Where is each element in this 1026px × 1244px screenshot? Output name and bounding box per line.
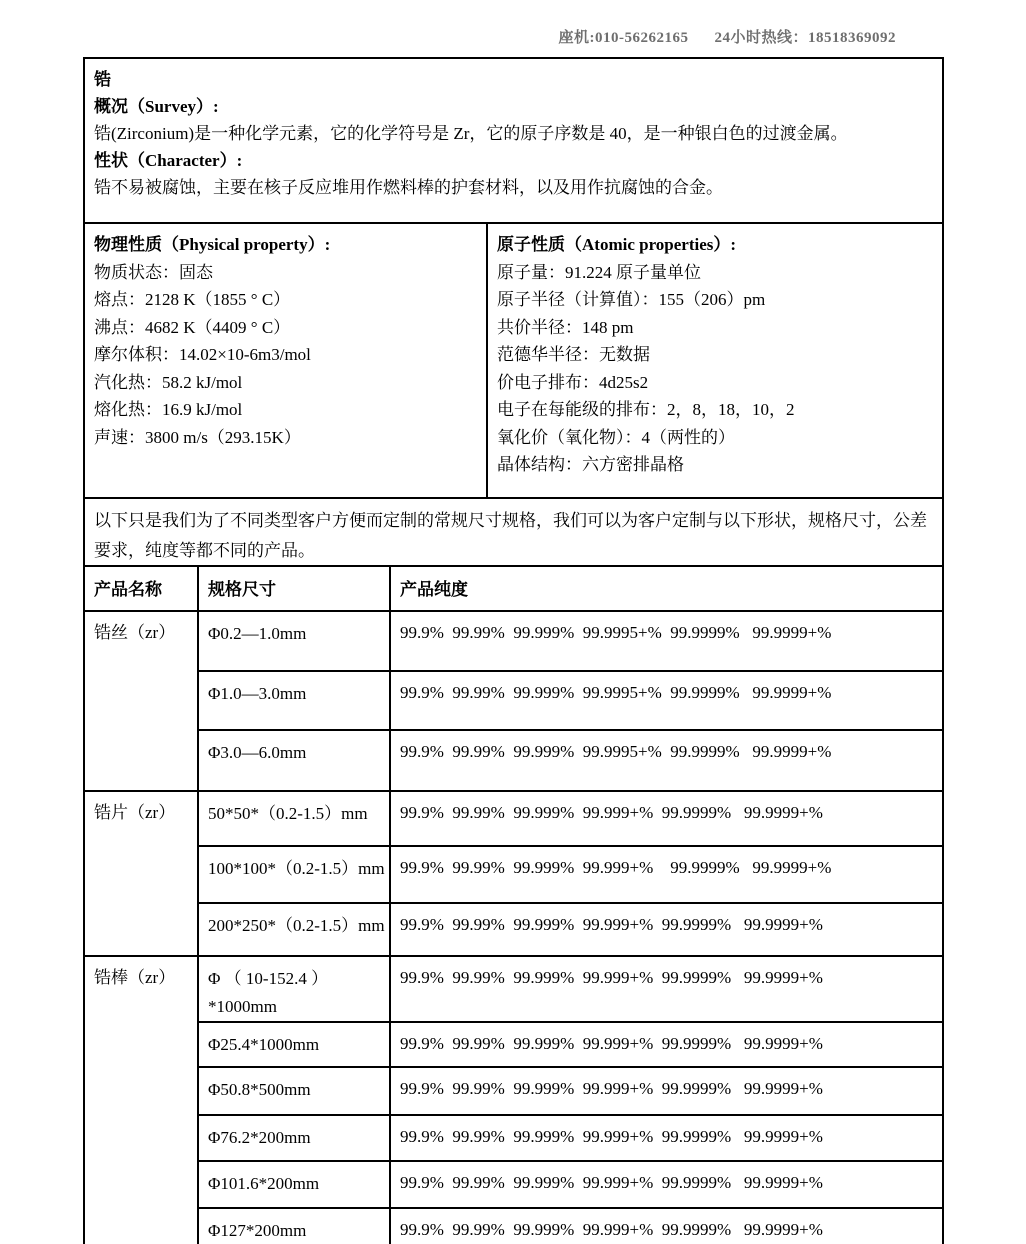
atomic-property-line: 共价半径：148 pm bbox=[497, 317, 634, 337]
intro-section bbox=[85, 59, 942, 222]
table-row bbox=[85, 846, 942, 903]
hotline-number: 24小时热线：18518369092 bbox=[714, 30, 896, 46]
column-header-spec: 规格尺寸 bbox=[198, 566, 390, 611]
purity-cell: 99.9% 99.99% 99.999% 99.999+% 99.9999% 99.9999+% bbox=[390, 1115, 942, 1161]
physical-property-line: 沸点：4682 K（4409 ° C） bbox=[94, 317, 291, 337]
purity-cell: 99.9% 99.99% 99.999% 99.999+% 99.9999% 99.9999+% bbox=[390, 956, 942, 1022]
table-row bbox=[85, 1208, 942, 1244]
table-header-row bbox=[85, 566, 942, 611]
spec-cell: 100*100*（0.2-1.5）mm bbox=[198, 846, 390, 903]
customization-note: 以下只是我们为了不同类型客户方便而定制的常规尺寸规格，我们可以为客户定制与以下形状，规格尺寸，公差要求，纯度等都不同的产品。 bbox=[85, 497, 942, 565]
physical-property-line: 物质状态：固态 bbox=[94, 262, 213, 282]
atomic-property-line: 晶体结构：六方密排晶格 bbox=[497, 455, 684, 474]
spec-cell: 200*250*（0.2-1.5）mm bbox=[198, 903, 390, 956]
product-group-name: 锆丝（zr） bbox=[85, 611, 198, 791]
purity-cell: 99.9% 99.99% 99.999% 99.9995+% 99.9999% 99.9999+% bbox=[390, 671, 942, 730]
character-label: 性状（Character）: bbox=[94, 151, 243, 170]
table-row bbox=[85, 1115, 942, 1161]
atomic-property-line: 氧化价（氧化物）：4（两性的） bbox=[497, 427, 735, 447]
spec-cell: 50*50*（0.2-1.5）mm bbox=[198, 791, 390, 846]
contact-info bbox=[558, 26, 896, 47]
atomic-properties-cell bbox=[488, 224, 942, 497]
atomic-property-line: 原子量：91.224 原子量单位 bbox=[497, 262, 701, 282]
element-title: 锆 bbox=[94, 70, 111, 89]
column-header-product-name: 产品名称 bbox=[85, 566, 198, 611]
purity-cell: 99.9% 99.99% 99.999% 99.999+% 99.9999% 99.9999+% bbox=[390, 1067, 942, 1115]
physical-properties-cell bbox=[85, 224, 488, 497]
character-text: 锆不易被腐蚀，主要在核子反应堆用作燃料棒的护套材料，以及用作抗腐蚀的合金。 bbox=[94, 178, 723, 197]
spec-cell: Φ0.2—1.0mm bbox=[198, 611, 390, 671]
spec-cell: Φ50.8*500mm bbox=[198, 1067, 390, 1115]
physical-property-line: 熔化热：16.9 kJ/mol bbox=[94, 400, 243, 419]
spec-cell: Φ25.4*1000mm bbox=[198, 1022, 390, 1067]
spec-cell: Φ76.2*200mm bbox=[198, 1115, 390, 1161]
table-row bbox=[85, 730, 942, 791]
atomic-properties-title: 原子性质（Atomic properties）: bbox=[497, 235, 737, 254]
atomic-property-line: 价电子排布：4d25s2 bbox=[497, 372, 649, 392]
purity-cell: 99.9% 99.99% 99.999% 99.999+% 99.9999% 99.9999+% bbox=[390, 1208, 942, 1244]
atomic-property-line: 范德华半径：无数据 bbox=[497, 345, 650, 364]
physical-properties-title: 物理性质（Physical property）: bbox=[94, 235, 331, 254]
physical-property-line: 汽化热：58.2 kJ/mol bbox=[94, 372, 243, 392]
spec-cell: Φ （ 10-152.4 ）*1000mm bbox=[198, 956, 390, 1022]
purity-cell: 99.9% 99.99% 99.999% 99.999+% 99.9999% 99.9999+% bbox=[390, 1022, 942, 1067]
physical-property-line: 熔点：2128 K（1855 ° C） bbox=[94, 290, 291, 309]
spec-cell: Φ1.0—3.0mm bbox=[198, 671, 390, 730]
table-row bbox=[85, 791, 942, 846]
purity-cell: 99.9% 99.99% 99.999% 99.999+% 99.9999% 99.9999+% bbox=[390, 791, 942, 846]
spec-cell: Φ127*200mm bbox=[198, 1208, 390, 1244]
table-row bbox=[85, 956, 942, 1022]
column-header-purity: 产品纯度 bbox=[390, 566, 942, 611]
purity-cell: 99.9% 99.99% 99.999% 99.999+% 99.9999% 99.9999+% bbox=[390, 903, 942, 956]
atomic-property-line: 电子在每能级的排布：2，8，18，10，2 bbox=[497, 400, 795, 419]
products-table bbox=[85, 565, 942, 1244]
table-row bbox=[85, 1022, 942, 1067]
purity-cell: 99.9% 99.99% 99.999% 99.999+% 99.9999% 99.9999+% bbox=[390, 1161, 942, 1208]
table-row bbox=[85, 611, 942, 671]
table-row bbox=[85, 1067, 942, 1115]
spec-cell: Φ3.0—6.0mm bbox=[198, 730, 390, 791]
survey-label: 概况（Survey）: bbox=[94, 97, 219, 116]
product-group-name: 锆棒（zr） bbox=[85, 956, 198, 1244]
table-row bbox=[85, 903, 942, 956]
purity-cell: 99.9% 99.99% 99.999% 99.9995+% 99.9999% 99.9999+% bbox=[390, 730, 942, 791]
purity-cell: 99.9% 99.99% 99.999% 99.999+% 99.9999% 99.9999+% bbox=[390, 846, 942, 903]
table-row bbox=[85, 1161, 942, 1208]
physical-property-line: 摩尔体积：14.02×10-6m3/mol bbox=[94, 345, 311, 364]
properties-section bbox=[85, 222, 942, 497]
purity-cell: 99.9% 99.99% 99.999% 99.9995+% 99.9999% 99.9999+% bbox=[390, 611, 942, 671]
atomic-property-line: 原子半径（计算值）：155（206）pm bbox=[497, 290, 766, 309]
table-row bbox=[85, 671, 942, 730]
document-frame bbox=[83, 57, 944, 1244]
landline-number: 座机:010-56262165 bbox=[558, 30, 689, 46]
spec-cell: Φ101.6*200mm bbox=[198, 1161, 390, 1208]
survey-text: 锆(Zirconium)是一种化学元素，它的化学符号是 Zr，它的原子序数是 40，是一种银白色的过渡金属。 bbox=[94, 124, 848, 143]
product-group-name: 锆片（zr） bbox=[85, 791, 198, 956]
physical-property-line: 声速：3800 m/s（293.15K） bbox=[94, 427, 301, 447]
